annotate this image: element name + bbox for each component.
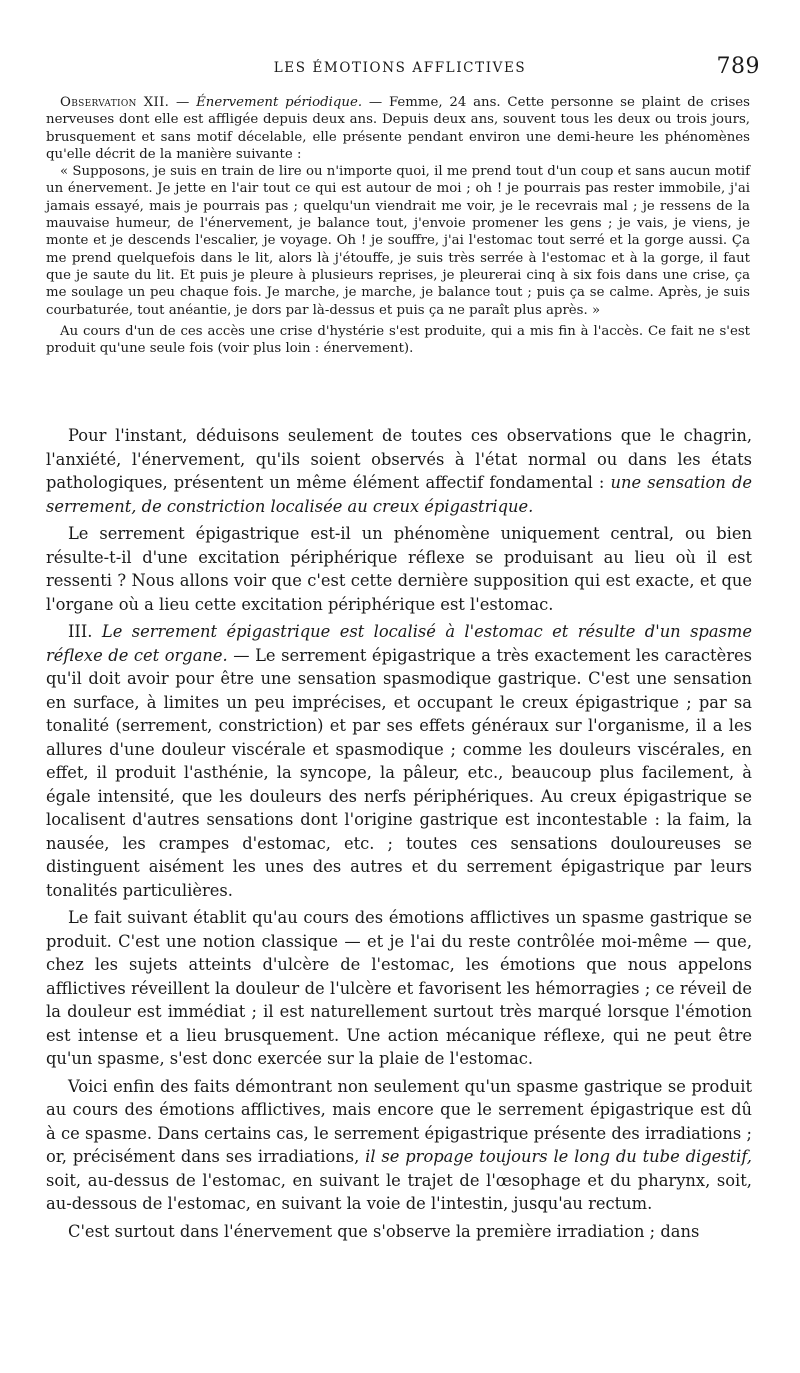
section-heading: Le serrement épigastrique est localisé à l'estomac et résulte d'un spasme réflexe de cet organe. [46, 622, 752, 665]
observation-block [46, 94, 750, 357]
section-paragraph [46, 620, 752, 902]
body-paragraph: Le fait suivant établit qu'au cours des émotions afflictives un spasme gastrique se produit. C'est une notion classique — et je l'ai du reste contrôlée moi-même — que, chez les sujets atteints d'ulcère de l'estomac, les émotions que nous appelons afflictives réveillent la douleur de l'ulcère et favorisent les hémorragies ; ce réveil de la douleur est immédiat ; il est naturellement surtout très marqué lorsque l'émotion est intense et a lieu brusquement. Une action mécanique réflexe, qui ne peut être qu'un spasme, s'est donc exercée sur la plaie de l'estomac. [46, 908, 752, 1068]
observation-closing: Au cours d'un de ces accès une crise d'hystérie s'est produite, qui a mis fin à l'accès. Ce fait ne s'est produit qu'une seule fois (voir plus loin : énervement). [46, 323, 750, 357]
emphasis-text: une sensation de serrement, de constriction localisée au creux épigastrique. [46, 473, 753, 516]
observation-paragraph: Observation XII. — Énervement périodique. — Femme, 24 ans. Cette personne se plaint de crises nerveuses dont elle est affligée depuis deux ans. Depuis deux ans, souvent tous les deux ou trois jours, brusquement et sans motif décelable, elle présente pendant environ une demi-heure les phénomènes qu'elle décrit de la manière suivante : [46, 95, 750, 162]
body-paragraph: C'est surtout dans l'énervement que s'observe la première irradiation ; dans [68, 1221, 700, 1241]
running-title: LES ÉMOTIONS AFFLICTIVES [273, 60, 527, 76]
body-paragraph [46, 424, 752, 518]
body-text: soit, au-dessus de l'estomac, en suivant le trajet de l'œsophage et du pharynx, soit, au-dessous de l'estomac, en suivant la voie de l'intestin, jusqu'au rectum. [46, 1170, 752, 1213]
observation-lead: Femme, 24 ans. Cette personne se plaint de crises nerveuses dont elle est affligée depuis deux ans. Depuis deux ans, souvent tous les deux ou trois jours, brusquement et sans motif décelable, elle présente pendant environ une demi-heure les phénomènes qu'elle décrit de la manière suivante : [46, 95, 750, 162]
body-text: Voici enfin des faits démontrant non seulement qu'un spasme gastrique se produit au cours des émotions afflictives, mais encore que le serrement épigastrique est dû à ce spasme. Dans certains cas, le serrement épigastrique présente des irradiations ; or, précisément dans ses irradiations, [46, 1076, 752, 1166]
section-number: III. [68, 622, 102, 641]
observation-title: Énervement périodique. [196, 95, 363, 110]
body-paragraph: Le serrement épigastrique est-il un phénomène uniquement central, ou bien résulte-t-il d'une excitation périphérique réflexe se produisant au lieu où il est ressenti ? Nous allons voir que c'est cette dernière supposition qui est exacte, et que l'organe où a lieu cette excitation périphérique est l'estomac. [46, 524, 752, 614]
patient-quote: « Supposons, je suis en train de lire ou n'importe quoi, il me prend tout d'un coup et sans aucun motif un énervement. Je jette en l'air tout ce qui est autour de moi ; oh ! je pourrais pas rester immobile, j'ai jamais essayé, mais je pourrais pas ; quelqu'un viendrait me voir, je le recevrais mal ; je ressens de la mauvaise humeur, de l'énervement, je balance tout, j'envoie promener les gens ; je vais, je viens, je monte et je descends l'escalier, je voyage. Oh ! je souffre, j'ai l'estomac tout serré et la gorge aussi. Ça me prend quelquefois dans le lit, alors là j'étouffe, je suis très serrée à l'estomac et à la gorge, il faut que je saute du lit. Et puis je pleure à plusieurs reprises, je pleurerai cinq à six fois dans une crise, ça me soulage un peu chaque fois. Je marche, je marche, je balance tout ; puis ça se calme. Après, je suis courbaturée, tout anéantie, je dors par là-dessus et puis ça ne paraît plus après. » [46, 164, 750, 318]
main-text [46, 424, 752, 1243]
body-text: Pour l'instant, déduisons seulement de toutes ces observations que le chagrin, l'anxiété, l'énervement, qu'ils soient observés à l'état normal ou dans les états pathologiques, présentent un même élément affectif fondamental : [46, 426, 752, 492]
page-header [40, 48, 760, 88]
observation-label: Observation XII. [60, 95, 170, 110]
emphasis-text: il se propage toujours le long du tube digestif, [365, 1147, 752, 1166]
body-paragraph [46, 1075, 752, 1216]
body-text: — Le serrement épigastrique a très exactement les caractères qu'il doit avoir pour être une sensation spasmodique gastrique. C'est une sensation en surface, à limites un peu imprécises, et occupant le creux épigastrique ; par sa tonalité (serrement, constriction) et par ses effets généraux sur l'organisme, il a les allures d'une douleur viscérale et spasmodique ; comme les douleurs viscérales, en effet, il produit l'asthénie, la syncope, la pâleur, etc., beaucoup plus facilement, à égale intensité, que les douleurs des nerfs périphériques. Au creux épigastrique se localisent d'autres sensations dont l'origine gastrique est incontestable : la faim, la nausée, les crampes d'estomac, etc. ; toutes ces sensations douloureuses se distinguent aisément les unes des autres et du serrement épigastrique par leurs tonalités particulières. [46, 645, 753, 900]
page-number: 789 [716, 54, 760, 79]
